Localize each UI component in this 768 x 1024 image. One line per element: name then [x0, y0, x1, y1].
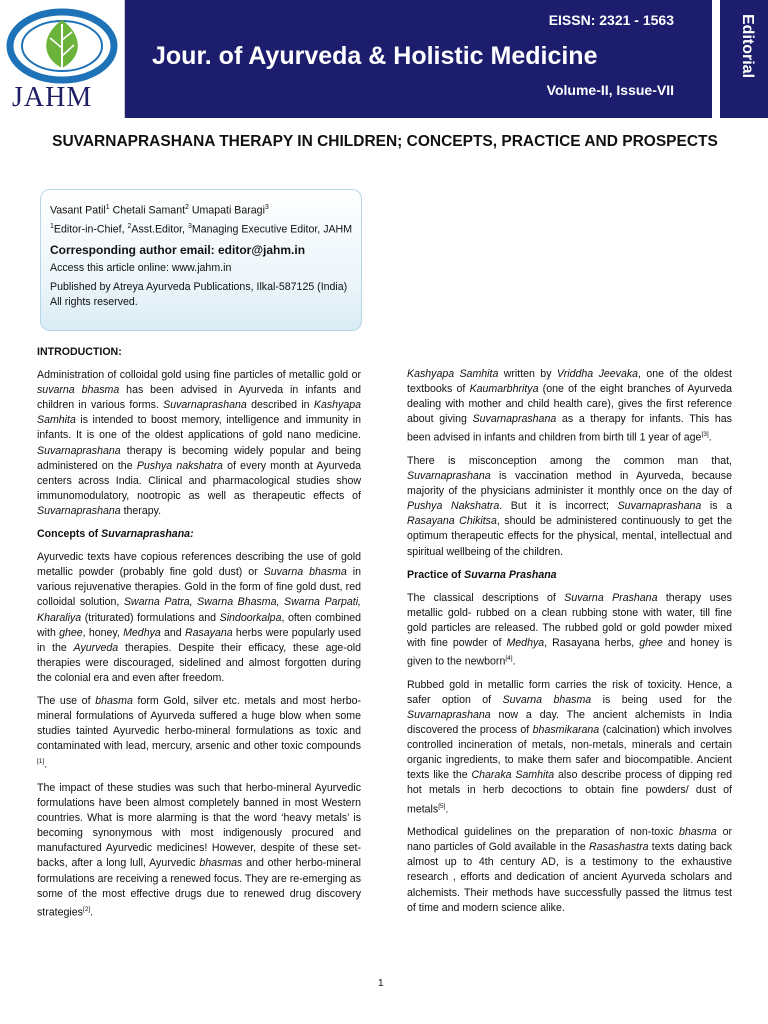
- body-paragraph: [37, 694, 361, 773]
- journal-header: [0, 0, 768, 118]
- italic-term: Rasashastra: [589, 841, 649, 854]
- text-run: , should be administered continuously to get the optimum therapeutic effects for the physical, mental, intellectual and spiritual wellbeing of the children.: [407, 515, 732, 558]
- text-run: is vaccination method in Ayurveda, because majority of the physicians administer it monthly once on the day of: [407, 470, 732, 498]
- text-run: The impact of these studies was such that herbo-mineral Ayurvedic formulations have been almost completely banned in most Western countries. What is more alarming is that the word ‘heavy metals’ is becoming synonymous with most indigenously procured and manufactured Ayurvedic medicines! However, despite of these set-backs, after a long lull, Ayurvedic: [37, 781, 361, 870]
- author-name: Chetali Samant: [112, 204, 186, 217]
- text-run: Rubbed gold in metallic form carries the risk of toxicity. Hence, a safer option of: [407, 678, 732, 706]
- text-run: .: [90, 906, 94, 919]
- text-run: also describe process of dipping red hot metals in herb decoctions to obtain fine powders/ dust of metals: [407, 769, 733, 816]
- logo-emblem-icon: [6, 8, 118, 84]
- italic-term: bhasma: [679, 826, 717, 839]
- text-run: Administration of colloidal gold using fine particles of metallic gold or: [37, 369, 361, 382]
- publisher-info: Published by Atreya Ayurveda Publications, Ilkal-587125 (India) All rights reserved.: [50, 280, 348, 309]
- italic-term: Suvarnaprashana: [472, 413, 557, 426]
- corresponding-author: Corresponding author email: editor@jahm.in: [50, 243, 306, 258]
- italic-term: Rasayana: [184, 626, 233, 639]
- text-run: Concepts of: [37, 528, 102, 541]
- text-run: is intended to boost memory, intelligence and immunity in infants. It is one of the oldest applications of gold nano medicine.: [37, 414, 361, 442]
- eissn-number: EISSN: 2321 - 1563: [548, 12, 674, 28]
- italic-term: Suvarnaprashana: [163, 399, 247, 412]
- text-run: described in: [246, 399, 314, 412]
- italic-term: Kashyapa Samhita: [407, 368, 499, 380]
- text-run: has been advised in Ayurveda in infants and children in various forms.: [37, 384, 361, 412]
- body-paragraph: [407, 591, 732, 670]
- logo-text: JAHM: [12, 82, 93, 113]
- author-sup: 3: [264, 204, 269, 211]
- italic-term: Medhya: [506, 637, 545, 650]
- text-run: written by: [498, 368, 557, 380]
- text-run: .: [708, 431, 712, 444]
- text-run: , Rasayana herbs,: [544, 637, 640, 650]
- body-paragraph: [407, 678, 732, 817]
- body-paragraph: [37, 550, 361, 686]
- text-run: (triturated) formulations and: [81, 611, 220, 624]
- italic-term: Rasayana Chikitsa: [407, 515, 497, 528]
- affiliation: Managing Executive Editor, JAHM: [191, 223, 353, 236]
- affiliation: Editor-in-Chief,: [53, 223, 125, 236]
- italic-term: Suvarnaprashana: [37, 504, 121, 517]
- italic-term: Suvarna Prashana: [564, 591, 658, 604]
- italic-term: Sindoorkalpa: [219, 611, 282, 624]
- body-paragraph: [407, 825, 732, 916]
- italic-term: suvarna bhasma: [37, 384, 120, 397]
- text-run: and other herbo-mineral formulations are receiving a renewed focus. They are re-emerging as some of the most effective drugs due to renewed drug discovery strategies: [37, 857, 362, 919]
- text-run: or nano particles of Gold available in the: [407, 826, 732, 854]
- citation-ref: [2]: [82, 905, 91, 913]
- journal-title: Jour. of Ayurveda & Holistic Medicine: [152, 42, 598, 70]
- author-sup: 1: [105, 204, 110, 211]
- italic-term: Ayurveda: [73, 641, 119, 654]
- section-tab-background: [720, 0, 768, 118]
- italic-term: Suvarna bhasma: [263, 566, 347, 579]
- text-run: is being used for the: [591, 693, 732, 706]
- italic-term: Medhya: [123, 626, 161, 639]
- citation-ref: [4]: [505, 655, 513, 663]
- italic-term: Vriddha Jeevaka: [556, 368, 639, 380]
- text-run: (calcination) which involves controlled incineration of metals, non-metals, minerals and certain organic ingredients, to make them safer and biocompatible. Ancient texts like the: [407, 724, 732, 782]
- text-run: now a day. The ancient alchemists in India discovered the process of: [407, 708, 732, 737]
- affiliation: Asst.Editor,: [131, 223, 186, 236]
- text-run: , one of the oldest textbooks of: [407, 368, 732, 396]
- italic-term: Suvarnaprashana: [617, 500, 702, 513]
- page-number: 1: [378, 978, 384, 989]
- article-title: SUVARNAPRASHANA THERAPY IN CHILDREN; CONCEPTS, PRACTICE AND PROSPECTS: [52, 133, 718, 150]
- right-column: [407, 367, 732, 924]
- text-run: There is misconception among the common man that,: [407, 455, 732, 467]
- text-run: , honey,: [82, 626, 124, 639]
- text-run: Methodical guidelines on the preparation of non-toxic: [407, 826, 679, 839]
- citation-ref: [5]: [438, 802, 446, 810]
- practice-heading: [407, 568, 732, 583]
- affiliation-sup: 2: [127, 223, 132, 231]
- italic-term: Suvarnaprashana: [407, 708, 491, 721]
- affiliation-sup: 3: [187, 223, 192, 231]
- text-run: .: [512, 655, 516, 668]
- affiliation-sup: 1: [50, 223, 54, 231]
- text-run: The use of: [37, 694, 96, 707]
- body-paragraph: [37, 781, 361, 920]
- text-run: . But it is incorrect;: [499, 500, 618, 513]
- concepts-heading: [37, 527, 361, 542]
- italic-term: Suvarna bhasma: [502, 693, 592, 706]
- access-info: Access this article online: www.jahm.in: [50, 262, 232, 275]
- italic-term: bhasma: [95, 694, 133, 707]
- text-run: and honey is given to the newborn: [407, 637, 732, 668]
- text-run: .: [445, 803, 449, 816]
- italic-term: ghee: [639, 637, 663, 650]
- text-run: and: [160, 626, 185, 639]
- text-run: texts dating back almost up to 4th century AD, is a testimony to the exhaustive research , efforts and dedication of ancient Ayurveda scholars and alchemists. Their methods have successfully passed the litmus test of time and modern science alike.: [407, 841, 732, 914]
- citation-ref: [3]: [701, 431, 709, 439]
- italic-term: Pushya Nakshatra: [407, 500, 500, 513]
- author-info-box: [40, 189, 362, 331]
- author-sup: 2: [185, 204, 189, 211]
- text-run: form Gold, silver etc. metals and most herbo-mineral formulations of Ayurveda suffered a huge blow when some studies tainted Ayurvedic herbo-mineral formulations as toxic and contaminated with lead, mercury, arsenic and other toxic compounds: [37, 694, 362, 753]
- text-run: The classical descriptions of: [407, 591, 565, 604]
- italic-term: ghee: [59, 626, 83, 639]
- italic-term: Kaumarbhritya: [469, 383, 539, 396]
- text-run: Practice of: [407, 568, 465, 581]
- text-run: is a: [701, 500, 732, 513]
- italic-term: Kashyapa Samhita: [37, 399, 361, 427]
- italic-term: Suvarna Prashana: [464, 568, 557, 581]
- affiliation-list: [50, 219, 353, 238]
- body-paragraph: [37, 368, 361, 519]
- italic-term: Suvarnaprashana: [407, 470, 491, 483]
- section-label: Editorial: [739, 14, 756, 79]
- text-run: .: [44, 758, 48, 771]
- text-run: therapy is becoming widely popular and being administered on the: [37, 444, 361, 472]
- journal-logo: [0, 0, 125, 118]
- text-run: herbs were popularly used in the: [37, 626, 361, 654]
- body-paragraph: [407, 367, 732, 446]
- left-column: [37, 345, 361, 928]
- text-run: therapy.: [120, 504, 162, 517]
- volume-issue: Volume-II, Issue-VII: [546, 82, 674, 98]
- text-run: (one of the eight branches of Ayurveda dealing with mother and child health care), gives the first reference about giving: [407, 383, 732, 426]
- citation-ref: [1]: [37, 758, 45, 766]
- text-run: as a therapy for infants. This has been advised in infants and children from birth till 1 year of age: [407, 413, 732, 444]
- body-paragraph: [407, 454, 732, 560]
- text-run: in various rejuvenative therapies. Gold in the form of fine gold dust, red colloidal solution,: [37, 566, 361, 609]
- italic-term: bhasmikarana: [532, 724, 600, 737]
- author-name: Vasant Patil: [50, 204, 106, 217]
- author-name: Umapati Baragi: [191, 204, 265, 217]
- section-tab: [712, 0, 768, 118]
- italic-term: Suvarnaprashana: [37, 444, 121, 457]
- italic-term: Swarna Patra, Swarna Bhasma, Swarna Parpati, Kharaliya: [37, 596, 361, 624]
- italic-term: Charaka Samhita: [471, 769, 555, 782]
- italic-term: Suvarnaprashana:: [101, 528, 194, 541]
- author-list: [50, 200, 353, 219]
- text-run: therapy uses metallic gold- rubbed on a clean rubbing stone with water, till fine gold particles are released. The rubbed gold or gold powder mixed with fine powder of: [407, 591, 732, 650]
- introduction-heading: INTRODUCTION:: [37, 346, 122, 358]
- italic-term: bhasmas: [199, 857, 243, 870]
- italic-term: Pushya nakshatra: [136, 459, 223, 472]
- text-run: of every month at Ayurveda centers across India. Clinical and pharmacological studies show immunomodulatory, nootropic as well as therapeutic effects of: [37, 459, 361, 502]
- text-run: , often combined with: [37, 611, 362, 639]
- text-run: Ayurvedic texts have copious references describing the use of gold metallic powder (probably fine gold dust) or: [37, 551, 361, 579]
- text-run: therapies. Despite their efficacy, these age-old therapies were discouraged, sidelined and almost forgotten during the colonial era and even after freedom.: [37, 641, 361, 684]
- journal-banner: [125, 0, 712, 118]
